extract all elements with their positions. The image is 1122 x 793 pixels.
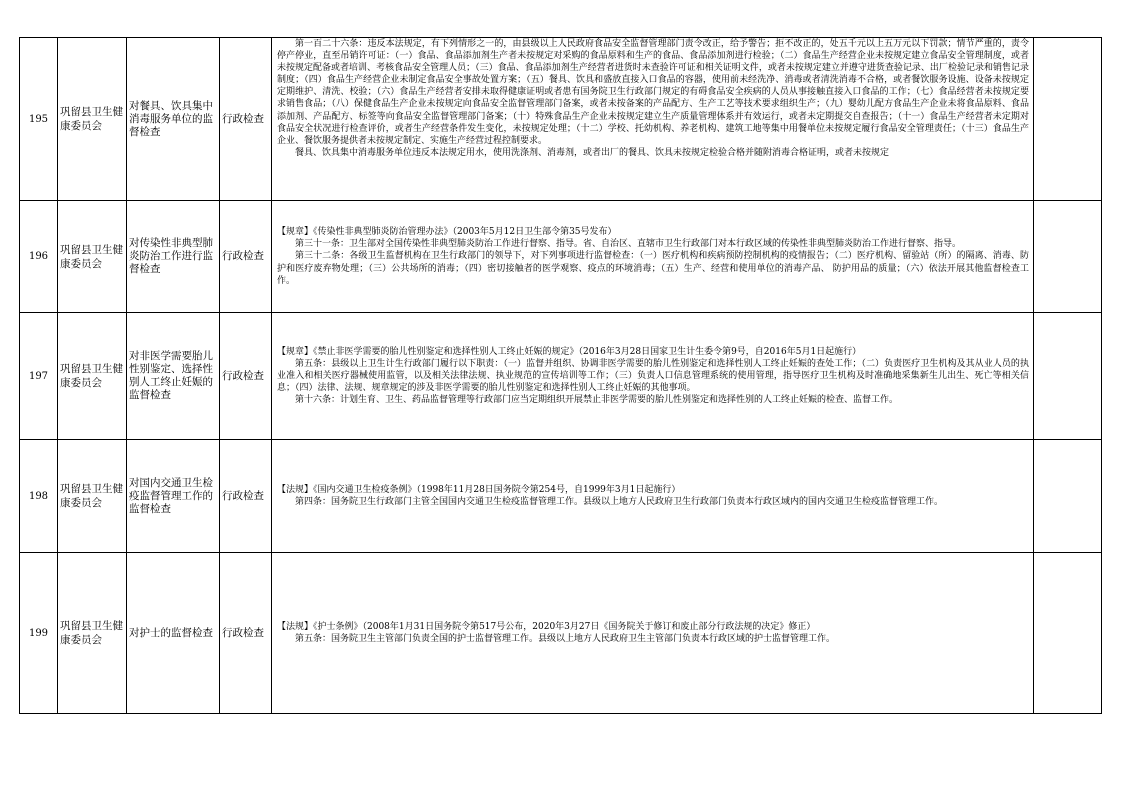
enforcement-table: [19, 37, 1102, 714]
legal-basis-cell: [272, 440, 1034, 553]
basis-paragraph: 【法规】《国内交通卫生检疫条例》（1998年11月28日国务院令第254号，自1999年3月1日起施行）: [277, 484, 681, 495]
basis-paragraph: 【规章】《禁止非医学需要的胎儿性别鉴定和选择性别人工终止妊娠的规定》（2016年3月28日国家卫生计生委令第9号，自2016年5月1日起施行）: [277, 346, 862, 357]
department-cell: 巩留县卫生健康委员会: [58, 440, 127, 553]
row-number: 195: [20, 38, 58, 201]
legal-basis-cell: [272, 553, 1034, 714]
legal-basis-text: [277, 346, 1029, 406]
basis-paragraph: 第五条：县级以上卫生计生行政部门履行以下职责：（一）监督并组织、协调非医学需要的胎儿性别鉴定和选择性别人工终止妊娠的查处工作；（二）负责医疗卫生机构及其从业人员的执业准入和相关医疗器械使用监管，以及相关法律法规、执业规范的宣传培训等工作；（三）负责人口信息管理系统的使用管理，指导医疗卫生机构及时准确地采集新生儿出生、死亡等相关信息；（四）法律、法规、规章规定的涉及非医学需要的胎儿性别鉴定和选择性别人工终止妊娠的其他事项。: [277, 358, 1029, 394]
table-row: [20, 201, 1102, 313]
table-row: [20, 553, 1102, 714]
row-number: 198: [20, 440, 58, 553]
basis-paragraph: 第三十一条：卫生部对全国传染性非典型肺炎防治工作进行督察、指导。省、自治区、直辖市卫生行政部门对本行政区域的传染性非典型肺炎防治工作进行督察、指导。: [295, 239, 962, 250]
table-row: [20, 313, 1102, 440]
inspection-item-cell: 对餐具、饮具集中消毒服务单位的监督检查: [127, 38, 220, 201]
legal-basis-text: [277, 621, 1029, 645]
remarks-cell: [1034, 38, 1102, 201]
legal-basis-cell: [272, 201, 1034, 313]
basis-paragraph: 【法规】《护士条例》（2008年1月31日国务院令第517号公布，2020年3月27日《国务院关于修订和废止部分行政法规的决定》修正）: [277, 621, 816, 632]
remarks-cell: [1034, 553, 1102, 714]
legal-basis-text: [277, 38, 1029, 200]
category-cell: 行政检查: [220, 553, 272, 714]
category-cell: 行政检查: [220, 38, 272, 201]
basis-paragraph: 第三十二条：各级卫生监督机构在卫生行政部门的领导下，对下列事项进行监督检查：（一）医疗机构和疾病预防控制机构的疫情报告；（二）医疗机构、留验站（所）的隔离、消毒、防护和医疗废弃物处理；（三）公共场所的消毒；（四）密切接触者的医学观察、疫点的环境消毒；（五）生产、经营和使用单位的消毒产品、 防护用品的质量；（六）依法开展其他监督检查工作。: [277, 251, 1029, 286]
remarks-cell: [1034, 201, 1102, 313]
inspection-item-cell: 对传染性非典型肺炎防治工作进行监督检查: [127, 201, 220, 313]
legal-basis-text: [277, 226, 1029, 286]
remarks-cell: [1034, 440, 1102, 553]
remarks-cell: [1034, 313, 1102, 440]
department-cell: 巩留县卫生健康委员会: [58, 38, 127, 201]
category-cell: 行政检查: [220, 201, 272, 313]
legal-basis-text: [277, 484, 1029, 508]
category-cell: 行政检查: [220, 440, 272, 553]
row-number: 199: [20, 553, 58, 714]
inspection-item-cell: 对国内交通卫生检疫监督管理工作的监督检查: [127, 440, 220, 553]
basis-paragraph: 第一百二十六条：违反本法规定，有下列情形之一的，由县级以上人民政府食品安全监督管理部门责令改正，给予警告；拒不改正的，处五千元以上五万元以下罚款；情节严重的，责令停产停业，直至吊销许可证：（一）食品、食品添加剂生产者未按规定对采购的食品原料和生产的食品、食品添加剂进行检验；（二）食品生产经营企业未按规定建立食品安全管理制度，或者未按规定配备或者培训、考核食品安全管理人员；（三）食品、食品添加剂生产经营者进货时未查验许可证和相关证明文件，或者未按规定建立并遵守进货查验记录、出厂检验记录和销售记录制度；（四）食品生产经营企业未制定食品安全事故处置方案；（五）餐具、饮具和盛放直接入口食品的容器，使用前未经洗净、消毒或者清洗消毒不合格，或者餐饮服务设施、设备未按规定定期维护、清洗、校验；（六）食品生产经营者安排未取得健康证明或者患有国务院卫生行政部门规定的有碍食品安全疾病的人员从事接触直接入口食品的工作；（七）食品经营者未按规定要求销售食品；（八）保健食品生产企业未按规定向食品安全监督管理部门备案，或者未按备案的产品配方、生产工艺等技术要求组织生产；（九）婴幼儿配方食品生产企业未将食品原料、食品添加剂、产品配方、标签等向食品安全监督管理部门备案；（十）特殊食品生产企业未按规定建立生产质量管理体系并有效运行，或者未定期提交自查报告；（十一）食品生产经营者未定期对食品安全状况进行检查评价，或者生产经营条件发生变化，未按规定处理；（十二）学校、托幼机构、养老机构、建筑工地等集中用餐单位未按规定履行食品安全管理责任；（十三）食品生产企业、餐饮服务提供者未按规定制定、实施生产经营过程控制要求。: [277, 39, 1029, 146]
basis-paragraph: 餐具、饮具集中消毒服务单位违反本法规定用水，使用洗涤剂、消毒剂，或者出厂的餐具、饮具未按规定检验合格并随附消毒合格证明，或者未按规定: [295, 147, 890, 158]
department-cell: 巩留县卫生健康委员会: [58, 553, 127, 714]
department-cell: 巩留县卫生健康委员会: [58, 201, 127, 313]
table-row: [20, 440, 1102, 553]
basis-paragraph: 第四条：国务院卫生行政部门主管全国国内交通卫生检疫监督管理工作。县级以上地方人民政府卫生行政部门负责本行政区域内的国内交通卫生检疫监督管理工作。: [295, 497, 944, 507]
legal-basis-cell: [272, 38, 1034, 201]
table-row: [20, 38, 1102, 201]
basis-paragraph: 【规章】《传染性非典型肺炎防治管理办法》（2003年5月12日卫生部令第35号发布）: [277, 227, 617, 238]
basis-paragraph: 第十六条：计划生育、卫生、药品监督管理等行政部门应当定期组织开展禁止非医学需要的胎儿性别鉴定和选择性别的人工终止妊娠的检查、监督工作。: [295, 395, 899, 406]
department-cell: 巩留县卫生健康委员会: [58, 313, 127, 440]
row-number: 196: [20, 201, 58, 313]
legal-basis-cell: [272, 313, 1034, 440]
inspection-item-cell: 对非医学需要胎儿性别鉴定、选择性别人工终止妊娠的监督检查: [127, 313, 220, 440]
category-cell: 行政检查: [220, 313, 272, 440]
basis-paragraph: 第五条：国务院卫生主管部门负责全国的护士监督管理工作。县级以上地方人民政府卫生主管部门负责本行政区域的护士监督管理工作。: [295, 634, 836, 644]
inspection-item-cell: 对护士的监督检查: [127, 553, 220, 714]
row-number: 197: [20, 313, 58, 440]
